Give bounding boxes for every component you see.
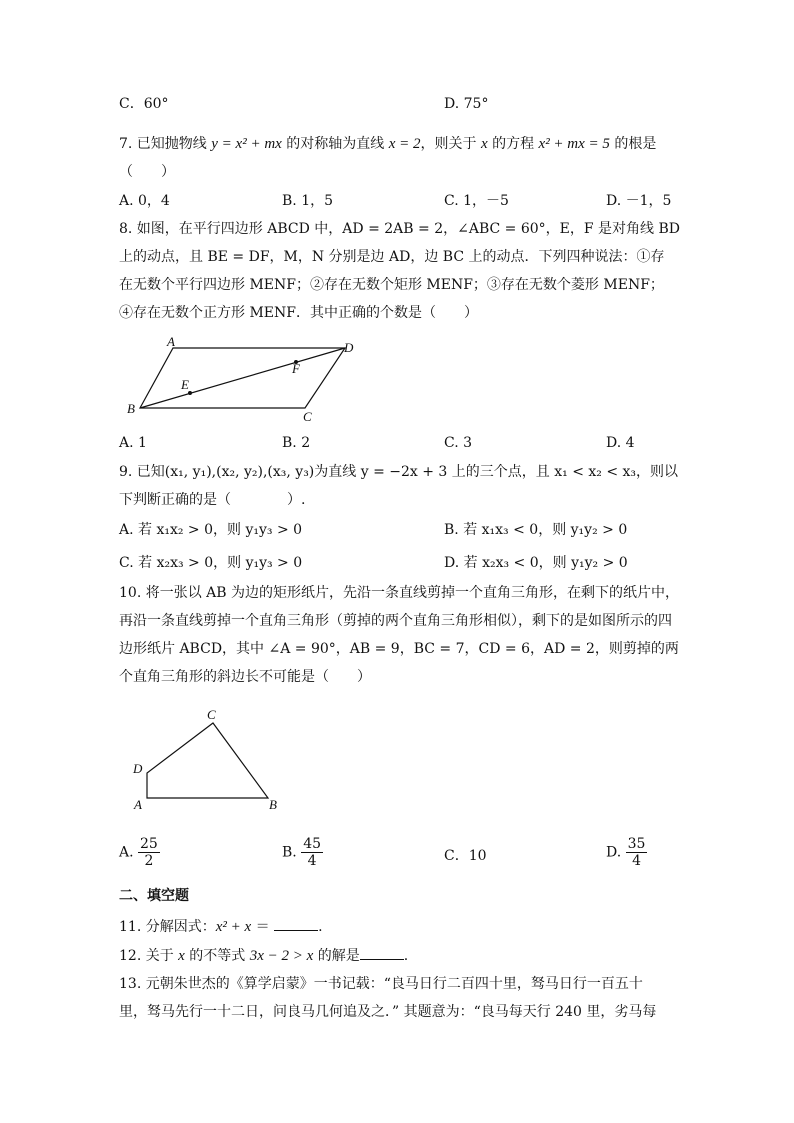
q8-diagonal-bd: [140, 348, 345, 408]
q7-option-d: D. －1，5: [606, 193, 672, 209]
q12-var: x: [178, 948, 185, 964]
q10-option-c: C．10: [444, 848, 487, 864]
q10-option-a-label: A.: [119, 844, 134, 861]
fraction-numerator: 25: [140, 836, 158, 852]
q7-option-b: B. 1，5: [282, 193, 334, 209]
fraction-denominator: 4: [632, 853, 642, 869]
q9-option-a: A. 若 x₁x₂ > 0，则 y₁y₃ > 0: [119, 522, 303, 538]
q10-option-b: [282, 836, 323, 869]
q7-text: 7. 已知抛物线: [119, 136, 212, 152]
q8-line-4: ④存在无数个正方形 MENF．其中正确的个数是（ ）: [119, 305, 478, 321]
q8-label-b: B: [127, 401, 135, 416]
q12-stem: [119, 945, 408, 966]
q10-label-d: D: [133, 761, 143, 776]
q8-label-c: C: [303, 409, 312, 424]
q7-text: 的方程: [487, 136, 539, 152]
q7-text: 的根是: [609, 136, 657, 152]
q10-quadrilateral: [147, 723, 268, 798]
q7-text: ，则关于: [420, 136, 481, 152]
q8-line-3: 在无数个平行四边形 MENF；②存在无数个矩形 MENF；③存在无数个菱形 MENF；: [119, 277, 664, 293]
q10-line-2: 再沿一条直线剪掉一个直角三角形（剪掉的两个直角三角形相似），剩下的是如图所示的四: [119, 613, 672, 629]
q7-paren: （ ）: [119, 164, 175, 180]
q9-option-c: C. 若 x₂x₃ > 0，则 y₁y₃ > 0: [119, 555, 303, 571]
q12-text: 12. 关于: [119, 948, 179, 964]
q11-answer-blank[interactable]: [274, 916, 318, 931]
fraction-denominator: 4: [307, 853, 317, 869]
q12-text: 的解是: [313, 948, 360, 964]
q7-axis-eq: x = 2: [388, 136, 421, 152]
q10-option-d-fraction: [626, 836, 648, 869]
q11-expression: x² + x: [215, 919, 252, 935]
q10-option-b-fraction: [301, 836, 323, 869]
q8-option-c: C. 3: [444, 435, 473, 451]
q7-var: x: [480, 136, 488, 152]
q12-period: .: [403, 948, 409, 964]
q8-label-e: E: [181, 377, 189, 392]
q10-label-c: C: [207, 707, 216, 722]
q10-line-1: 10. 将一张以 AB 为边的矩形纸片，先沿一条直线剪掉一个直角三角形，在剩下的纸片中，: [119, 585, 680, 601]
q8-label-d: D: [344, 340, 354, 355]
q10-option-d-label: D.: [606, 844, 622, 861]
q12-answer-blank[interactable]: [360, 945, 404, 960]
fraction-denominator: 2: [144, 853, 154, 869]
q10-option-a: [119, 836, 160, 869]
q12-text: 的不等式: [184, 948, 250, 964]
q12-inequality: 3x − 2 > x: [249, 948, 314, 964]
q11-stem: [119, 916, 323, 937]
q7-text: 的对称轴为直线: [281, 136, 389, 152]
q6-option-c: C．60°: [119, 96, 169, 112]
q10-line-3: 边形纸片 ABCD，其中 ∠A = 90°，AB = 9，BC = 7，CD = 6，AD = 2，则剪掉的两: [119, 641, 679, 657]
q8-option-d: D. 4: [606, 435, 635, 451]
q7-option-a: A. 0，4: [119, 193, 170, 209]
q7-equation: x² + mx = 5: [538, 136, 610, 152]
section-title-fill-in: 二、填空题: [119, 888, 189, 904]
q11-equals: ＝: [251, 919, 275, 935]
q8-line-1: 8. 如图，在平行四边形 ABCD 中，AD = 2AB = 2，∠ABC = 60°，E，F 是对角线 BD: [119, 221, 681, 237]
q10-option-a-fraction: [138, 836, 160, 869]
q10-option-d: [606, 836, 647, 869]
q13-line-2: 里，驽马先行一十二日，问良马几何追及之．” 其题意为：“良马每天行 240 里，劣马每: [119, 1004, 657, 1020]
q11-period: .: [318, 919, 323, 935]
q6-option-d: D. 75°: [444, 96, 489, 112]
q10-line-4: 个直角三角形的斜边长不可能是（ ）: [119, 669, 371, 685]
q10-label-b: B: [269, 797, 277, 812]
q8-label-a: A: [167, 334, 175, 349]
q9-line-1: 9. 已知(x₁, y₁),(x₂, y₂),(x₃, y₃)为直线 y = −2x + 3 上的三个点，且 x₁ < x₂ < x₃，则以: [119, 464, 679, 480]
q8-line-2: 上的动点，且 BE = DF，M，N 分别是边 AD，边 BC 上的动点．下列四种说法：①存: [119, 249, 665, 265]
q8-option-b: B. 2: [282, 435, 311, 451]
q13-line-1: 13. 元朝朱世杰的《算学启蒙》一书记载：“良马日行二百四十里，驽马日行一百五十: [119, 976, 643, 992]
fraction-numerator: 45: [303, 836, 322, 852]
q7-parabola-eq: y = x² + mx: [211, 136, 282, 152]
q8-option-a: A. 1: [119, 435, 147, 451]
q9-option-b: B. 若 x₁x₃ < 0，则 y₁y₂ > 0: [444, 522, 628, 538]
q8-label-f: F: [292, 361, 300, 376]
q10-option-b-label: B.: [282, 844, 297, 861]
q9-line-2: 下判断正确的是（ ）.: [119, 492, 306, 508]
q9-option-d: D. 若 x₂x₃ < 0，则 y₁y₂ > 0: [444, 555, 628, 571]
fraction-numerator: 35: [627, 836, 646, 852]
q10-label-a: A: [134, 797, 142, 812]
q7-option-c: C. 1，－5: [444, 193, 509, 209]
q11-text: 11. 分解因式：: [119, 919, 216, 935]
